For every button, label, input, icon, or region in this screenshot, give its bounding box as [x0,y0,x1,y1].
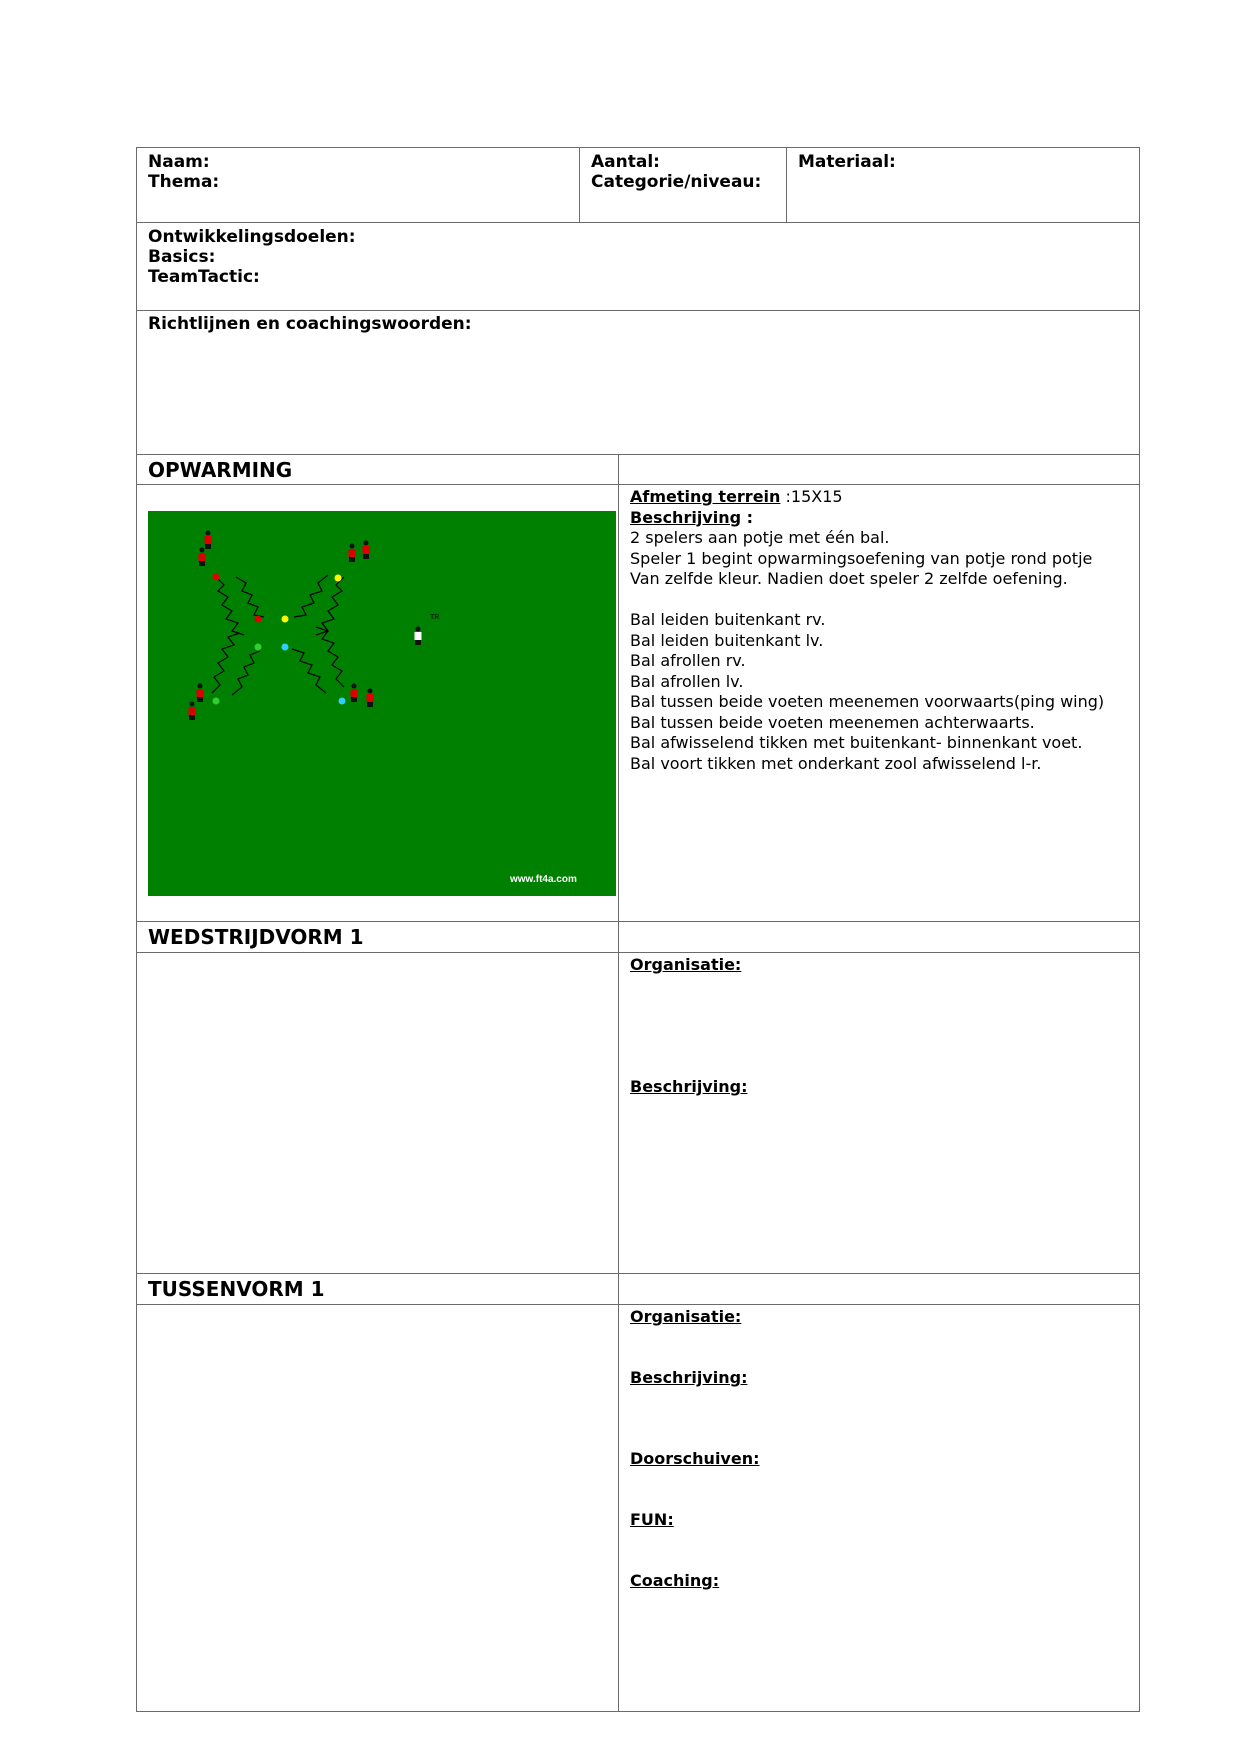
cone-red-inner [255,616,262,623]
tussenvorm-title-right-cell [618,1273,1140,1305]
ontwikkelingsdoelen-label: Ontwikkelingsdoelen: [148,227,356,247]
materiaal-label: Materiaal: [798,152,896,172]
cone-green-inner [255,644,262,651]
afmeting-line [630,487,843,508]
beschrijving-label: Beschrijving [630,507,742,527]
aantal-label: Aantal: [591,152,660,172]
tussenvorm-beschrijving-label: Beschrijving: [630,1368,748,1387]
tussenvorm-diagram-cell [136,1304,619,1712]
opwarming-line-9: Bal tussen beide voeten meenemen voorwaarts(ping wing) [630,692,1105,711]
wedstrijdvorm-description-cell [618,952,1140,1274]
watermark-text: www.ft4a.com [510,874,577,885]
teamtactic-label: TeamTactic: [148,267,260,287]
player [351,684,358,703]
guidelines-cell [136,310,1140,455]
player [197,684,204,703]
wedstrijdvorm-organisatie-label: Organisatie: [630,955,742,974]
cone-blue-inner [282,644,289,651]
wedstrijdvorm-title: WEDSTRIJDVORM 1 [148,925,364,949]
player [363,541,370,560]
wedstrijdvorm-beschrijving-label: Beschrijving: [630,1077,748,1096]
thema-label: Thema: [148,172,220,192]
cone-blue-outer [339,698,346,705]
wedstrijdvorm-title-cell [136,921,619,953]
opwarming-line-7: Bal afrollen rv. [630,651,746,670]
player [349,544,356,563]
goals-cell [136,222,1140,311]
tussenvorm-coaching-label: Coaching: [630,1571,720,1590]
beschrijving-colon: : [741,507,754,527]
player [205,531,212,550]
tussenvorm-doorschuiven-label: Doorschuiven: [630,1449,760,1468]
cone-red-outer [213,574,220,581]
player [189,702,196,721]
guidelines-label: Richtlijnen en coachingswoorden: [148,314,472,334]
opwarming-line-11: Bal afwisselend tikken met buitenkant- binnenkant voet. [630,733,1083,752]
trainer [415,627,422,646]
player [367,689,374,708]
afmeting-label: Afmeting terrein [630,487,781,506]
tussenvorm-fun-label: FUN: [630,1510,674,1529]
opwarming-title-right-cell [618,454,1140,485]
naam-label: Naam: [148,152,210,172]
tussenvorm-title: TUSSENVORM 1 [148,1277,325,1301]
opwarming-title: OPWARMING [148,458,293,482]
header-naam-cell [136,147,580,223]
cone-yellow-inner [282,616,289,623]
tussenvorm-description-cell [618,1304,1140,1712]
header-materiaal-cell [786,147,1140,223]
drill-diagram [148,511,616,896]
opwarming-line-6: Bal leiden buitenkant lv. [630,630,824,650]
opwarming-line-8: Bal afrollen lv. [630,671,744,691]
opwarming-line-3: Van zelfde kleur. Nadien doet speler 2 zelfde oefening. [630,569,1068,588]
basics-label: Basics: [148,247,216,267]
wedstrijdvorm-title-right-cell [618,921,1140,953]
cone-green-outer [213,698,220,705]
trainer-label: TR [430,614,440,621]
opwarming-line-12: Bal voort tikken met onderkant zool afwisselend l-r. [630,753,1042,773]
tussenvorm-organisatie-label: Organisatie: [630,1307,742,1326]
tussenvorm-title-cell [136,1273,619,1305]
opwarming-title-cell [136,454,619,485]
beschrijving-line [630,508,753,529]
categorie-label: Categorie/niveau: [591,172,762,192]
opwarming-line-1: 2 spelers aan potje met één bal. [630,528,890,547]
opwarming-line-2: Speler 1 begint opwarmingsoefening van potje rond potje [630,548,1093,568]
wedstrijdvorm-diagram-cell [136,952,619,1274]
opwarming-description-cell [618,484,1140,922]
opwarming-line-5: Bal leiden buitenkant rv. [630,610,826,629]
opwarming-diagram-cell [136,484,619,922]
header-aantal-cell [579,147,787,223]
cone-yellow-outer [335,575,342,582]
afmeting-value: :15X15 [780,487,843,506]
opwarming-line-10: Bal tussen beide voeten meenemen achterwaarts. [630,712,1035,732]
player [199,548,206,567]
